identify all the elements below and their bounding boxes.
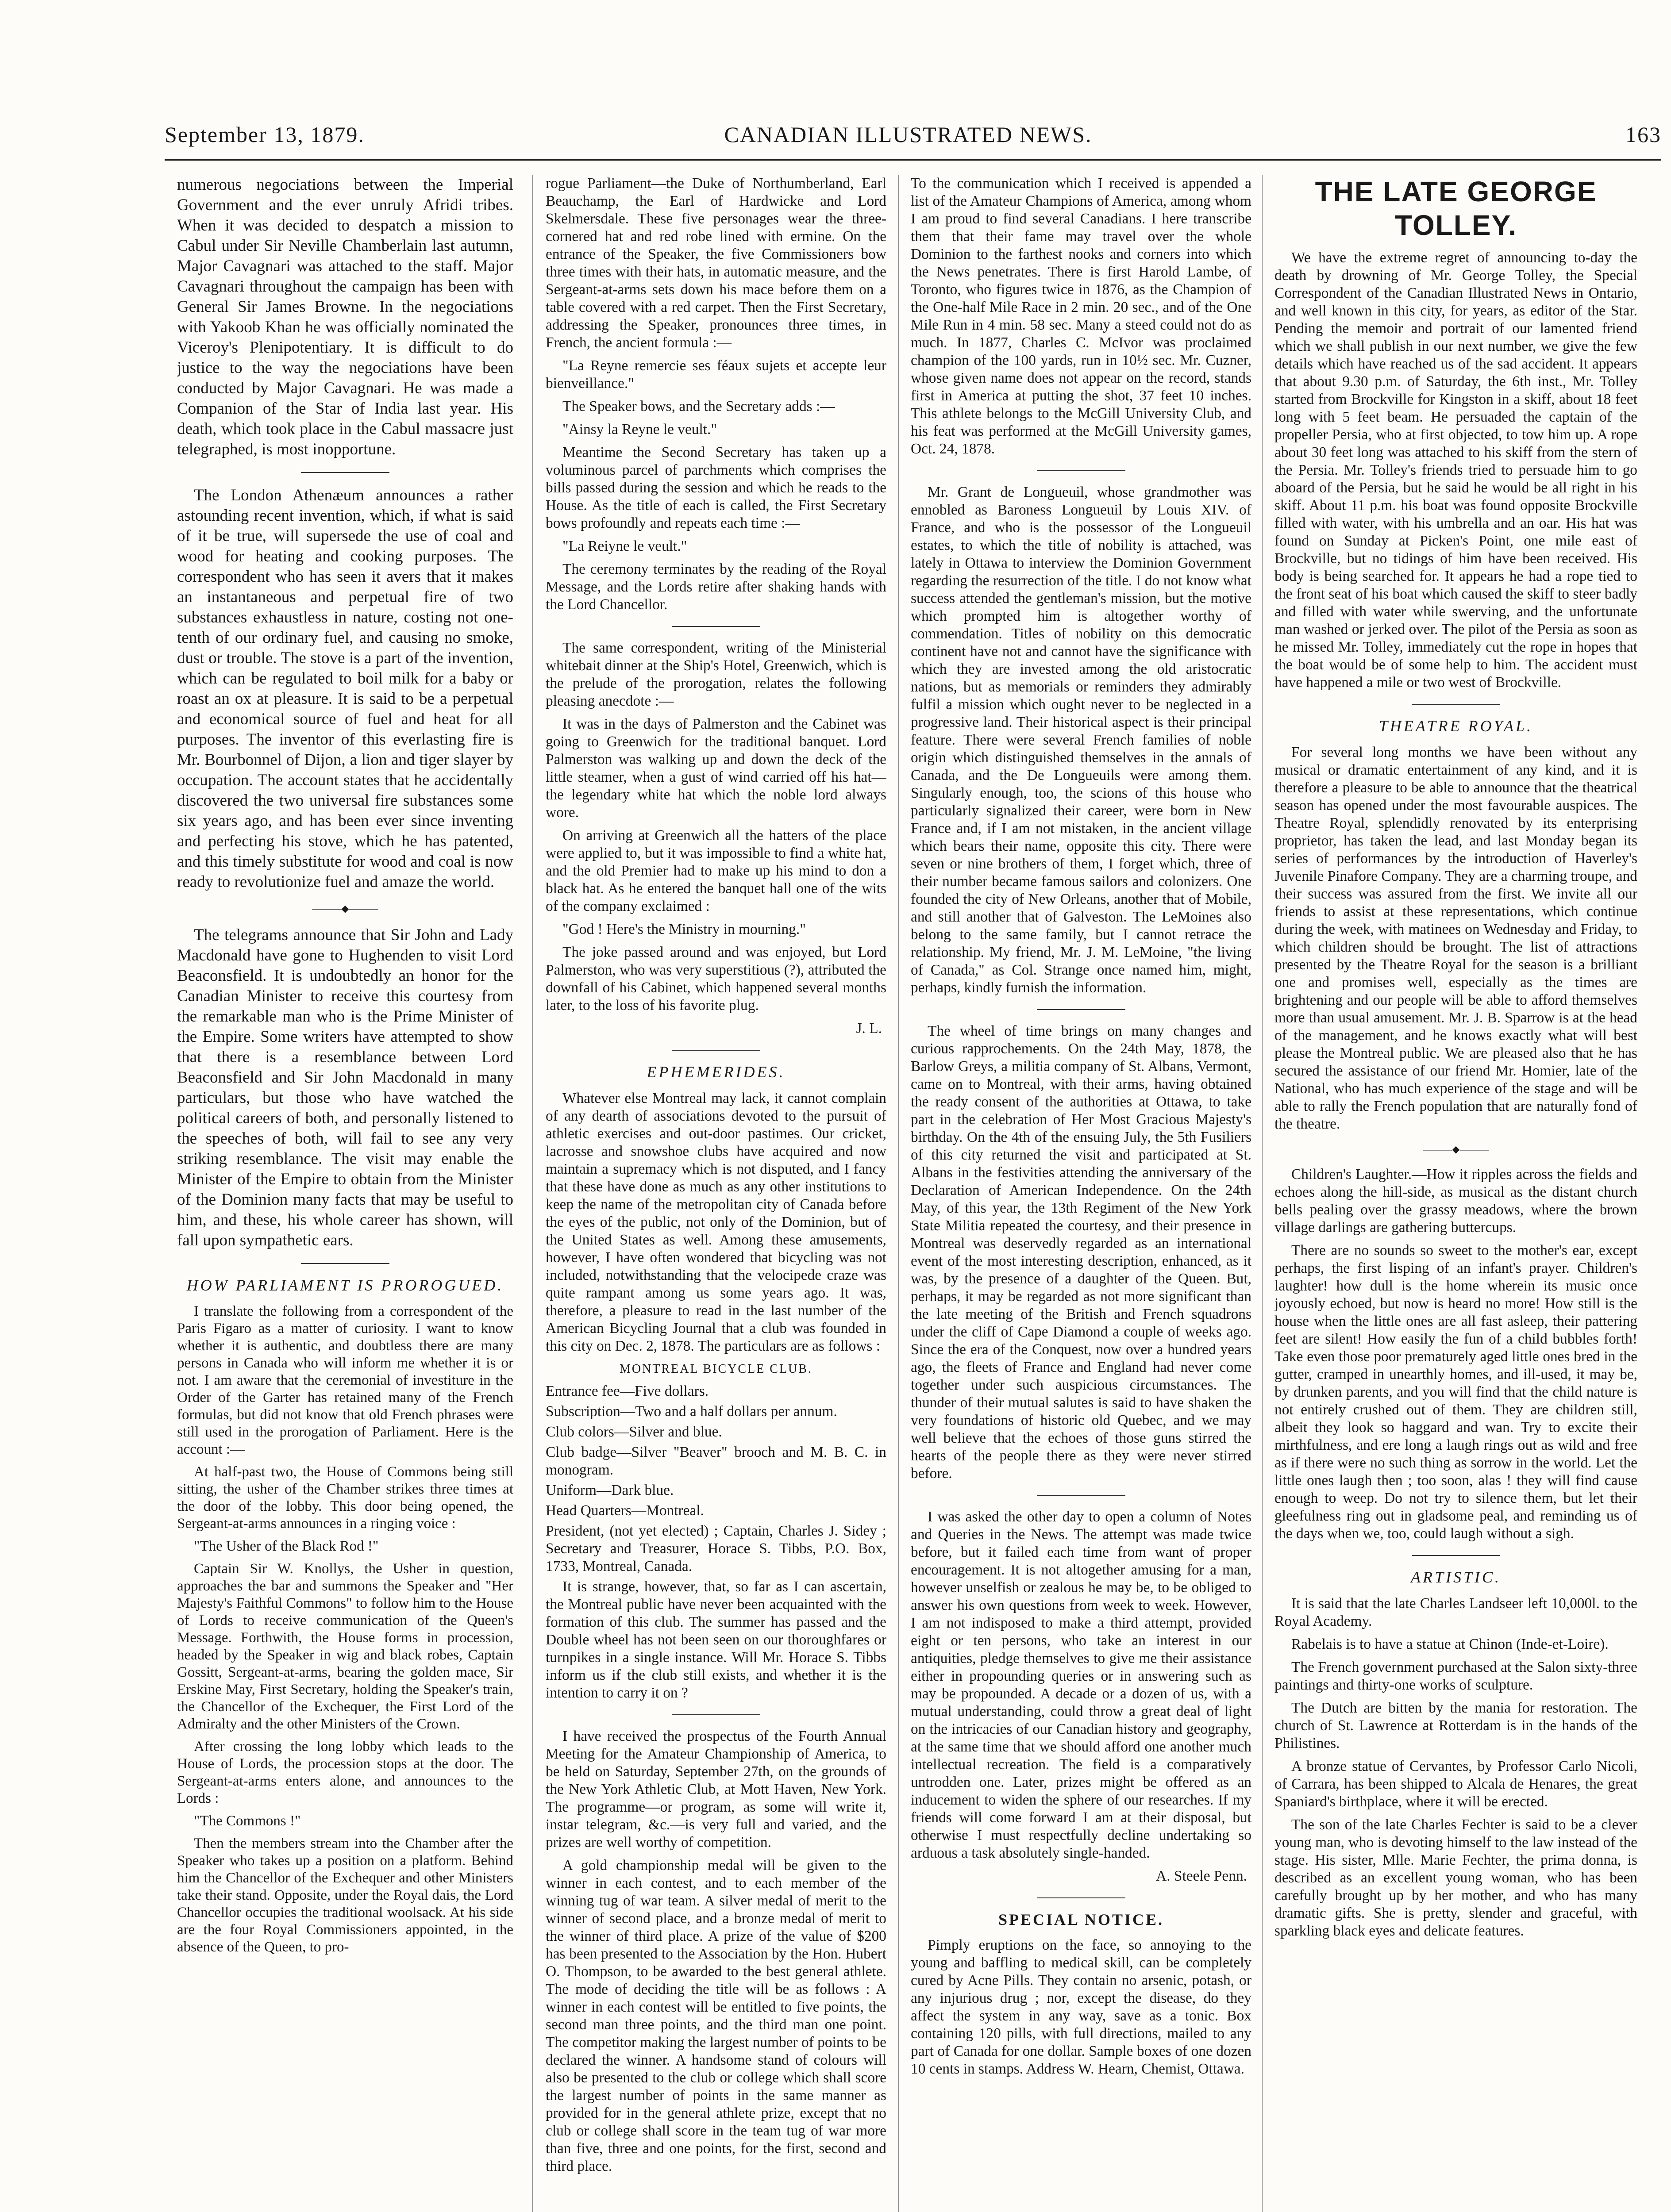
page-header [165, 117, 1661, 157]
separator [672, 626, 760, 627]
separator [672, 1050, 760, 1051]
column-4 [1274, 175, 1637, 2212]
notice-title: SPECIAL NOTICE. [998, 1911, 1164, 1928]
paragraph: A gold championship medal will be given to the winner in each contest, and to each member of the winning tug of war team. A silver medal of merit to the winner of second place, and a bronze medal of merit to the winner of third place. A prize of the value of $200 has been presented to the Association by the Hon. Hubert O. Thompson, to be awarded to the best general athlete. The mode of deciding the title will be as follows : A winner in each contest will be entitled to five points, the second man three points, and the third man one point. The competitor making the largest number of points to be declared the winner. A handsome stand of colours will also be presented to the club or college which shall score the largest number of points in the same manner as provided for in the general athlete prize, except that no club or college shall score in the team tug of war more than five, three and one points, for the first, second and third place. [546, 1857, 886, 2174]
separator [1412, 704, 1500, 705]
section-title: HOW PARLIAMENT IS PROROGUED. [186, 1276, 504, 1294]
paragraph: numerous negociations between the Imperial Government and the ever unruly Afridi tribes. When it was decided to despatch a mission to Cabul under Sir Neville Chamberlain last autumn, Major Cavagnari was attached to the staff. Major Cavagnari throughout the campaign has been with General Sir James Browne. In the negociations with Yakoob Khan he was officially nominated the Viceroy's Plenipotentiary. It is difficult to do justice to the way the negociations have been conducted by Major Cavagnari. He was made a Companion of the Star of India last year. His death, which took place in the Cabul massacre just telegraphed, is most inopportune. [177, 176, 513, 458]
club-detail: Uniform—Dark blue. [546, 1482, 674, 1498]
page-number: 163 [1625, 122, 1661, 147]
paragraph: rogue Parliament—the Duke of Northumberland, Earl Beauchamp, the Earl of Hardwicke and Lord Skelmersdale. These five personages wear the three-cornered hat and red robe lined with ermine. On the entrance of the Speaker, the five Commissioners bow three times with their hats, in automatic measure, and the Sergeant-at-arms sets down his mace before them on a table covered with a red carpet. Then the First Secretary, addressing the Speaker, pronounces three times, in French, the ancient formula :— [546, 175, 886, 351]
paragraph: "Ainsy la Reyne le veult." [562, 421, 717, 438]
section-title: THEATRE ROYAL. [1378, 717, 1533, 735]
paragraph: I was asked the other day to open a column of Notes and Queries in the News. The attempt was made twice before, but it failed each time from want of proper encouragement. It is not altogether amusing for a man, however unselfish or zealous he may be, to be obliged to answer his own questions from week to week. However, I am not indisposed to make a third attempt, provided eight or ten persons, who take an interest in our antiquities, pledge themselves to give me their assistance either in propounding queries or in answering such as may be propounded. A decade or a dozen of us, with a mutual understanding, could throw a great deal of light on the intricacies of our Canadian history and geography, at the same time that we should afford one another much intellectual recreation. The field is a comparatively untrodden one. Later, prizes might be offered as an inducement to widen the sphere of our researches. If my friends will come forward I am at their disposal, but otherwise I must respectfully decline undertaking so arduous a task absolutely single-handed. [911, 1509, 1251, 1861]
club-detail: Subscription—Two and a half dollars per annum. [546, 1403, 837, 1420]
separator [1412, 1555, 1500, 1556]
separator [672, 1714, 760, 1715]
club-detail: Club colors—Silver and blue. [546, 1424, 722, 1440]
paragraph: Pimply eruptions on the face, so annoying to the young and baffling to medical skill, can be completely cured by Acne Pills. They contain no arsenic, potash, or any injurious drug ; nor, except the disease, do they affect the system in any way, save as a tonic. Box containing 120 pills, with full directions, mailed to any part of Canada for one dollar. Sample boxes of one dozen 10 cents in stamps. Address W. Hearn, Chemist, Ottawa. [911, 1937, 1251, 2077]
paragraph: There are no sounds so sweet to the mother's ear, except perhaps, the first lisping of an infant's prayer. Children's laughter! how dull is the home wherein its music once joyously echoed, but now is heard no more! How still is the house when the little ones are all fast asleep, their pattering feet are silent! How easily the fun of a child bubbles forth! Take even those poor prematurely aged little ones bred in the gutter, cramped in unearthly homes, and ill-used, it may be, by drunken parents, and you will find that the child nature is not entirely crushed out of them. They are children still, albeit they look so haggard and wan. Try to excite their mirthfulness, and ere long a laugh rings out as wild and free as if there were no such thing as sorrow in the world. Let the little ones laugh then ; too soon, alas ! they will find cause enough to weep. Do not try to silence them, but let their gleefulness ring out in gladsome peal, and reminding us of the days when we, too, could laugh without a sigh. [1274, 1242, 1637, 1542]
paragraph: The same correspondent, writing of the Ministerial whitebait dinner at the Ship's Hotel, Greenwich, which is the prelude of the prorogation, relates the following pleasing anecdote :— [546, 640, 886, 709]
separator [301, 472, 389, 473]
column-3 [911, 175, 1251, 2212]
paragraph: The Speaker bows, and the Secretary adds :— [562, 398, 835, 415]
signature: A. Steele Penn. [1156, 1868, 1247, 1884]
article-title: THE LATE GEORGE TOLLEY. [1315, 176, 1597, 241]
paragraph: We have the extreme regret of announcing to-day the death by drowning of Mr. George Tolley, the Special Correspondent of the Canadian Illustrated News in Ontario, and well known in this city, for years, as editor of the Star. Pending the memoir and portrait of our lamented friend which we shall publish in our next number, we give the few details which have reached us of the sad accident. It appears that about 9.30 p.m. of Saturday, the 6th inst., Mr. Tolley started from Brockville for Kingston in a skiff, about 18 feet long with 5 feet beam. He persuaded the captain of the propeller Persia, who at first objected, to tow him up. A rope about 30 feet long was attached to his skiff from the stern of the Persia. Mr. Tolley's friends tried to persuade him to go aboard of the Persia, but he said he would be all right in his skiff. About 11 p.m. his boat was found opposite Brockville filled with water, with his umbrella and an oar. His hat was found on Sunday at Picken's Point, one mile east of Brockville, but no tidings of him have been received. His body is being searched for. It appears he had a rope tied to the front seat of his boat which caused the skiff to steer badly and filled with water while swerving, and the unfortunate man washed or jerked over. The pilot of the Persia as soon as he missed Mr. Tolley, immediately cut the rope in hopes that the boat would be of some help to him. The accident must have happened a mile or two west of Brockville. [1274, 250, 1637, 691]
paragraph: Captain Sir W. Knollys, the Usher in question, approaches the bar and summons the Speaker and "Her Majesty's Faithful Commons" to follow him to the House of Lords to receive communication of the Queen's Message. Forthwith, the House forms in procession, headed by the Speaker in wig and black robes, Captain Gossitt, Sergeant-at-arms, bearing the golden mace, Sir Erskine May, First Secretary, holding the Speaker's train, the Chancellor of the Exchequer, the First Lord of the Admiralty and the other Ministers of the Crown. [177, 1561, 513, 1732]
paragraph: Mr. Grant de Longueuil, whose grandmother was ennobled as Baroness Longueuil by Louis XIV. of France, and who is the possessor of the Longueuil estates, to which the title of nobility is attached, was lately in Ottawa to interview the Dominion Government regarding the resurrection of the title. I do not know what success attended the gentleman's mission, but the motive which prompted him is altogether worthy of commendation. Titles of nobility on this democratic continent have not and cannot have the significance with which they are invested among the old aristocratic nations, but as memorials or reminders they admirably fulfil a mission which ought never to be neglected in a progressive land. Their historical aspect is their principal feature. There were several French families of noble origin which distinguished themselves in the annals of Canada, and the De Longueuils were among them. Singularly enough, too, the scions of this house who particularly signalized their career, were born in New France and, if I am not mistaken, in the ancient village which bears their name, opposite this city. There were seven or nine brothers of them, I forget which, three of their number became famous sailors and colonizers. One founded the city of New Orleans, another that of Mobile, and still another that of Galveston. The LeMoines also belong to the same family, but I cannot retrace the relationship. My friend, Mr. J. M. LeMoine, "the living of Canada," as Col. Strange once named him, might, perhaps, kindly furnish the information. [911, 484, 1251, 996]
paragraph: To the communication which I received is appended a list of the Amateur Champions of America, among whom I am proud to find several Canadians. I here transcribe them that their fame may travel over the whole Dominion to the farthest nooks and corners into which the News penetrates. There is first Harold Lambe, of Toronto, who figures twice in 1876, as the Champion of the One-half Mile Race in 2 min. 20 sec., and of the One Mile Run in 4 min. 58 sec. Many a steed could not do as much. In 1877, Charles C. McIvor was proclaimed champion of the 100 yards, run in 10½ sec. Mr. Cuzner, whose given name does not appear on the record, stands first in America at putting the shot, 37 feet 10 inches. This athlete belongs to the McGill University Club, and his feat was performed at the McGill University games, Oct. 24, 1878. [911, 175, 1251, 457]
ornament-separator: ―――◆――― [312, 903, 378, 914]
separator [301, 1263, 389, 1264]
paragraph: "La Reiyne le veult." [562, 538, 687, 554]
paragraph: It is said that the late Charles Landseer left 10,000l. to the Royal Academy. [1274, 1595, 1637, 1629]
column-divider [898, 175, 899, 2212]
paragraph: The joke passed around and was enjoyed, but Lord Palmerston, who was very superstitious (?), attributed the downfall of his Cabinet, which happened several months later, to the loss of his favorite plug. [546, 944, 886, 1014]
paragraph: The ceremony terminates by the reading of the Royal Message, and the Lords retire after shaking hands with the Lord Chancellor. [546, 561, 886, 613]
column-divider [532, 175, 533, 2212]
paragraph: A bronze statue of Cervantes, by Professor Carlo Nicoli, of Carrara, has been shipped to Alcala de Henares, the great Spaniard's birthplace, where it will be erected. [1274, 1758, 1637, 1810]
paragraph: The London Athenæum announces a rather astounding recent invention, which, if what is said of it be true, will supersede the use of coal and wood for heating and cooking purposes. The correspondent who has seen it avers that it makes an instantaneous and perpetual fire of two substances exhaustless in nature, costing not one-tenth of our ordinary fuel, and causing no smoke, dust or trouble. The stove is a part of the invention, which can be regulated to boil milk for a baby or roast an ox at pleasure. It is said to be a perpetual and economical source of fuel and heat for all purposes. The inventor of this everlasting fire is Mr. Bourbonnel of Dijon, a lion and tiger slayer by occupation. The account states that he accidentally discovered the two universal fire substances some six years ago, and has been ever since inventing and perfecting his stove, which he has patented, and this timely substitute for wood and coal is now ready to revolutionize fuel and amaze the world. [177, 486, 513, 891]
column-2 [546, 175, 886, 2212]
separator [1037, 1495, 1125, 1496]
paragraph: "The Usher of the Black Rod !" [194, 1538, 379, 1554]
paragraph: Then the members stream into the Chamber after the Speaker who takes up a position on a platform. Behind him the Chancellor of the Exchequer and other Ministers take their stand. Opposite, under the Royal dais, the Lord Chancellor occupies the traditional woolsack. At his side are the four Royal Commissioners appointed, in the absence of the Queen, to pro- [177, 1836, 513, 1955]
paragraph: The French government purchased at the Salon sixty-three paintings and thirty-one works of sculpture. [1274, 1659, 1637, 1693]
paragraph: I translate the following from a correspondent of the Paris Figaro as a matter of curiosity. I want to know whether it is authentic, and doubtless there are many persons in Canada who will inform me whether it is or not. I am aware that the ceremonial of investiture in the Order of the Garter has retained many of the French formulas, but did not know that old French phrases were still used in the prorogation of Parliament. Here is the account :— [177, 1303, 513, 1457]
separator [1037, 1009, 1125, 1010]
paragraph: For several long months we have been without any musical or dramatic entertainment of any kind, and it is therefore a pleasure to be able to announce that the theatrical season has opened under the most favourable auspices. The Theatre Royal, splendidly renovated by its enterprising proprietor, has taken the lead, and last Monday began its series of performances by the introduction of Haverley's Juvenile Pinafore Company. They are a charming troupe, and their success was assured from the first. We invite all our friends to assist at these representations, which continue during the week, with matinees on Wednesday and Friday, to which children should be brought. The list of attractions presented by the Theatre Royal for the season is a brilliant one and promises well, especially as the times are brightening and our people will be able to afford themselves more than usual amusement. Mr. J. B. Sparrow is at the head of the management, and he knows exactly what will best please the Montreal public. We are pleased also that he has secured the assistance of our friend Mr. Homier, late of the National, who has much experience of the stage and will be able to rally the French population that are naturally fond of the theatre. [1274, 744, 1637, 1132]
separator [1037, 470, 1125, 471]
section-title: ARTISTIC. [1410, 1568, 1501, 1586]
club-detail: President, (not yet elected) ; Captain, Charles J. Sidey ; Secretary and Treasurer, Horace S. Tibbs, P.O. Box, 1733, Montreal, Canada. [546, 1523, 886, 1575]
paragraph: It is strange, however, that, so far as I can ascertain, the Montreal public have never been acquainted with the formation of this club. The summer has passed and the Double wheel has not been seen on our thoroughfares or turnpikes in a single instance. Will Mr. Horace S. Tibbs inform us if the club still exists, and whether it is the intention to carry it on ? [546, 1578, 886, 1701]
signature: J. L. [856, 1020, 882, 1037]
header-rule [165, 159, 1661, 161]
club-detail: Entrance fee—Five dollars. [546, 1383, 709, 1399]
paragraph: After crossing the long lobby which leads to the House of Lords, the procession stops at the door. The Sergeant-at-arms enters alone, and announces to the Lords : [177, 1739, 513, 1806]
club-heading: MONTREAL BICYCLE CLUB. [620, 1362, 812, 1376]
ornament-separator: ―――◆――― [1423, 1144, 1489, 1155]
paragraph: On arriving at Greenwich all the hatters of the place were applied to, but it was impossible to find a white hat, and the old Premier had to make up his mind to don a black hat. As he entered the banquet hall one of the wits of the company exclaimed : [546, 827, 886, 914]
paragraph: Meantime the Second Secretary has taken up a voluminous parcel of parchments which comprises the bills passed during the session and which he reads to the House. As the title of each is called, the First Secretary bows profoundly and repeats each time :— [546, 444, 886, 531]
paragraph: I have received the prospectus of the Fourth Annual Meeting for the Amateur Championship of America, to be held on Saturday, September 27th, on the grounds of the New York Athletic Club, at Mott Haven, New York. The programme—or program, as some will write it, instar telegram, &c.—is very full and varied, and the prizes are well worthy of competition. [546, 1728, 886, 1851]
paragraph: The wheel of time brings on many changes and curious rapprochements. On the 24th May, 1878, the Barlow Greys, a militia company of St. Albans, Vermont, came on to Montreal, with their arms, having obtained the ready consent of the authorities at Ottawa, to take part in the celebration of Her Most Gracious Majesty's birthday. On the 4th of the ensuing July, the 5th Fusiliers of this city returned the visit and participated at St. Albans in the festivities attending the anniversary of the Declaration of American Independence. On the 24th May, of this year, the 13th Regiment of the New York State Militia repeated the courtesy, and their presence in Montreal was deservedly regarded as an international event of the most interesting description, enhanced, as it was, by the presence of a daughter of the Queen. But, perhaps, it may be regarded as not more significant than the late meeting of the British and French squadrons under the cliff of Cape Diamond a couple of weeks ago. Since the era of the Conquest, now over a hundred years ago, the fleets of France and England had never come together under such auspicious circumstances. The thunder of their mutual salutes is said to have shaken the very foundations of historic old Quebec, and we may well believe that the echoes of those guns stirred the hearts of the people there as they were never stirred before. [911, 1023, 1251, 1482]
issue-date: September 13, 1879. [165, 122, 365, 147]
club-detail: Club badge—Silver "Beaver" brooch and M. B. C. in monogram. [546, 1444, 886, 1478]
column-1 [177, 175, 513, 2212]
section-title: EPHEMERIDES. [647, 1063, 785, 1081]
masthead-title: CANADIAN ILLUSTRATED NEWS. [724, 122, 1092, 147]
paragraph: The telegrams announce that Sir John and Lady Macdonald have gone to Hughenden to visit Lord Beaconsfield. It is undoubtedly an honor for the Canadian Minister to receive this courtesy from the remarkable man who is the Prime Minister of the Empire. Some writers have attempted to show that there is a resemblance between Lord Beaconsfield and Sir John Macdonald in many particulars, but those who have watched the political careers of both, and personally listened to the speeches of both, will fail to see any very striking resemblance. The visit may enable the Minister of the Empire to obtain from the Minister of the Dominion many facts that may be useful to him, and these, his whole career has shown, will fall upon sympathetic ears. [177, 926, 513, 1249]
separator [1037, 1897, 1125, 1898]
paragraph: "La Reyne remercie ses féaux sujets et accepte leur bienveillance." [546, 357, 886, 392]
paragraph: Children's Laughter.—How it ripples across the fields and echoes along the hill-side, as musical as the distant church bells pealing over the grassy meadows, where the brown village darlings are gathering buttercups. [1274, 1166, 1637, 1236]
club-detail: Head Quarters—Montreal. [546, 1502, 704, 1519]
paragraph: "The Commons !" [194, 1813, 301, 1829]
paragraph: Rabelais is to have a statue at Chinon (Inde-et-Loire). [1291, 1636, 1609, 1652]
column-divider [1262, 175, 1263, 2212]
paragraph: It was in the days of Palmerston and the Cabinet was going to Greenwich for the traditional banquet. Lord Palmerston was walking up and down the deck of the little steamer, when a gust of wind carried off his hat—the legendary white hat which the noble lord always wore. [546, 716, 886, 821]
paragraph: The Dutch are bitten by the mania for restoration. The church of St. Lawrence at Rotterdam is in the hands of the Philistines. [1274, 1700, 1637, 1751]
paragraph: "God ! Here's the Ministry in mourning." [562, 921, 806, 937]
paragraph: At half-past two, the House of Commons being still sitting, the usher of the Chamber strikes three times at the door of the lobby. This door being opened, the Sergeant-at-arms announces in a ringing voice : [177, 1464, 513, 1532]
paragraph: The son of the late Charles Fechter is said to be a clever young man, who is devoting himself to the law instead of the stage. His sister, Mlle. Marie Fechter, the prima donna, is described as an excellent young woman, who has been carefully brought up by her mother, and who has many dramatic gifts. She is pretty, slender and graceful, with sparkling black eyes and delicate features. [1274, 1816, 1637, 1939]
paragraph: Whatever else Montreal may lack, it cannot complain of any dearth of associations devoted to the pursuit of athletic exercises and out-door pastimes. Our cricket, lacrosse and snowshoe clubs have acquired and now maintain a supremacy which is not disputed, and I fancy that these have done as much as any other institutions to keep the name of the metropolitan city of Canada before the eyes of the public, not only of the Dominion, but of the United States as well. Among these amusements, however, I have often wondered that bicycling was not included, notwithstanding that the velocipede craze was quite rampant among us some years ago. It was, therefore, a pleasure to read in the last number of the American Bicycling Journal that a club was founded in this city on Dec. 2, 1878. The particulars are as follows : [546, 1090, 886, 1354]
